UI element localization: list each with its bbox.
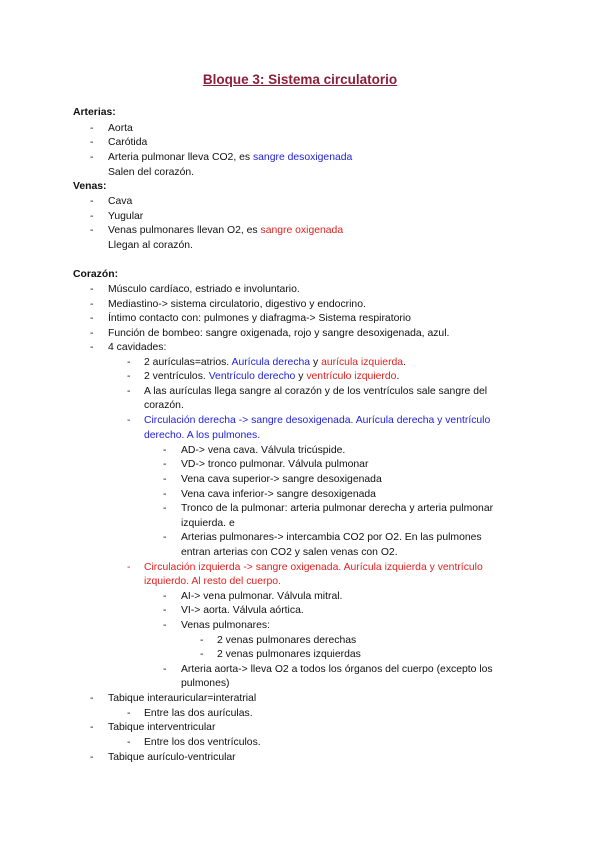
bullet-dash: - bbox=[163, 532, 167, 543]
bullet-dash: - bbox=[163, 620, 167, 631]
bullet-dash: - bbox=[200, 649, 204, 660]
list-item: A las aurículas llega sangre al corazón y de los ventrículos sale sangre del bbox=[144, 386, 488, 397]
list-item: Yugular bbox=[108, 211, 144, 222]
bullet-dash: - bbox=[163, 445, 167, 456]
bullet-dash: - bbox=[163, 474, 167, 485]
bullet-dash: - bbox=[127, 415, 131, 426]
list-item: 2 venas pulmonares derechas bbox=[217, 635, 357, 646]
list-item: Arteria aorta-> lleva O2 a todos los órganos del cuerpo (excepto los bbox=[181, 664, 493, 675]
bullet-dash: - bbox=[200, 635, 204, 646]
list-item-continuation: izquierda. e bbox=[181, 518, 235, 529]
arterias-note: Salen del corazón. bbox=[108, 167, 195, 178]
sangre-desoxigenada-highlight: sangre desoxigenada bbox=[252, 152, 353, 163]
ventriculo-derecho-highlight: Ventrículo derecho bbox=[208, 371, 296, 382]
venas-heading: Venas: bbox=[73, 181, 107, 192]
list-item: 2 venas pulmonares izquierdas bbox=[217, 649, 361, 660]
bullet-dash: - bbox=[127, 737, 131, 748]
connector-text: y bbox=[295, 371, 307, 382]
bullet-dash: - bbox=[90, 123, 94, 134]
list-item-continuation: pulmones) bbox=[181, 678, 230, 689]
bullet-dash: - bbox=[90, 211, 94, 222]
ventriculos-item bbox=[144, 370, 399, 383]
bullet-dash: - bbox=[90, 137, 94, 148]
list-item: Entre las dos aurículas. bbox=[144, 708, 253, 719]
auriculas-item bbox=[144, 356, 406, 369]
bullet-dash: - bbox=[90, 299, 94, 310]
list-item: Mediastino-> sistema circulatorio, digestivo y endocrino. bbox=[108, 299, 366, 310]
list-item: Carótida bbox=[108, 137, 148, 148]
period-text: . bbox=[396, 371, 400, 382]
circulacion-derecha: Circulación derecha -> sangre desoxigenada. Aurícula derecha y ventrículo bbox=[144, 415, 491, 426]
list-item: Entre los dos ventrículos. bbox=[144, 737, 261, 748]
list-item: VI-> aorta. Válvula aórtica. bbox=[181, 605, 304, 616]
list-item: Venas pulmonares: bbox=[181, 620, 270, 631]
list-item: Arterias pulmonares-> intercambia CO2 por O2. En las pulmones bbox=[181, 532, 482, 543]
list-item: Tabique aurículo-ventricular bbox=[108, 752, 236, 763]
bullet-dash: - bbox=[90, 225, 94, 236]
bullet-dash: - bbox=[90, 752, 94, 763]
bullet-dash: - bbox=[127, 386, 131, 397]
list-item-continuation: corazón. bbox=[144, 400, 184, 411]
list-item: Tronco de la pulmonar: arteria pulmonar derecha y arteria pulmonar bbox=[181, 503, 494, 514]
venas-pulmonares-text: Venas pulmonares llevan O2, es bbox=[108, 225, 261, 236]
circulacion-izquierda: Circulación izquierda -> sangre oxigenada. Aurícula izquierda y ventrículo bbox=[144, 562, 483, 573]
bullet-dash: - bbox=[90, 693, 94, 704]
bullet-dash: - bbox=[163, 605, 167, 616]
venas-note: Llegan al corazón. bbox=[108, 240, 193, 251]
list-item: Tabique interauricular=interatrial bbox=[108, 693, 257, 704]
bullet-dash: - bbox=[163, 664, 167, 675]
bullet-dash: - bbox=[163, 503, 167, 514]
bullet-dash: - bbox=[127, 371, 131, 382]
bullet-dash: - bbox=[90, 328, 94, 339]
bullet-dash: - bbox=[90, 313, 94, 324]
arteria-pulmonar-text: Arteria pulmonar lleva CO2, es bbox=[108, 152, 253, 163]
list-item-continuation: entran arterias con CO2 y salen venas con O2. bbox=[181, 547, 398, 558]
connector-text: y bbox=[310, 357, 322, 368]
bullet-dash: - bbox=[90, 196, 94, 207]
sangre-oxigenada-highlight: sangre oxigenada bbox=[260, 225, 344, 236]
auriculas-text: 2 aurículas=atrios. bbox=[144, 357, 232, 368]
bullet-dash: - bbox=[90, 284, 94, 295]
list-item: Músculo cardíaco, estriado e involuntario. bbox=[108, 284, 300, 295]
list-item bbox=[108, 151, 352, 164]
list-item: Íntimo contacto con: pulmones y diafragma-> Sistema respiratorio bbox=[108, 313, 411, 324]
ventriculos-text: 2 ventrículos. bbox=[144, 371, 209, 382]
circulacion-izquierda-continuation: izquierdo. Al resto del cuerpo. bbox=[144, 576, 281, 587]
bullet-dash: - bbox=[163, 459, 167, 470]
list-item: AI-> vena pulmonar. Válvula mitral. bbox=[181, 591, 343, 602]
bullet-dash: - bbox=[163, 591, 167, 602]
list-item: AD-> vena cava. Válvula tricúspide. bbox=[181, 445, 346, 456]
list-item: Función de bombeo: sangre oxigenada, rojo y sangre desoxigenada, azul. bbox=[108, 328, 450, 339]
circulacion-derecha-continuation: derecho. A los pulmones. bbox=[144, 430, 261, 441]
bullet-dash: - bbox=[90, 152, 94, 163]
ventriculo-izquierdo-highlight: ventrículo izquierdo bbox=[306, 371, 397, 382]
corazon-heading: Corazón: bbox=[73, 269, 119, 280]
list-item: VD-> tronco pulmonar. Válvula pulmonar bbox=[181, 459, 369, 470]
list-item: Vena cava superior-> sangre desoxigenada bbox=[181, 474, 382, 485]
list-item: 4 cavidades: bbox=[108, 342, 167, 353]
bullet-dash: - bbox=[127, 562, 131, 573]
list-item: Vena cava inferior-> sangre desoxigenada bbox=[181, 489, 376, 500]
auricula-derecha-highlight: Aurícula derecha bbox=[231, 357, 311, 368]
bullet-dash: - bbox=[127, 708, 131, 719]
list-item: Cava bbox=[108, 196, 133, 207]
list-item bbox=[108, 224, 343, 237]
list-item: Aorta bbox=[108, 123, 133, 134]
period-text: . bbox=[403, 357, 406, 368]
auricula-izquierda-highlight: aurícula izquierda bbox=[321, 357, 404, 368]
list-item: Tabique interventricular bbox=[108, 722, 216, 733]
bullet-dash: - bbox=[90, 722, 94, 733]
bullet-dash: - bbox=[127, 357, 131, 368]
bullet-dash: - bbox=[163, 489, 167, 500]
bullet-dash: - bbox=[90, 342, 94, 353]
page-title: Bloque 3: Sistema circulatorio bbox=[202, 72, 398, 87]
arterias-heading: Arterias: bbox=[73, 107, 116, 118]
